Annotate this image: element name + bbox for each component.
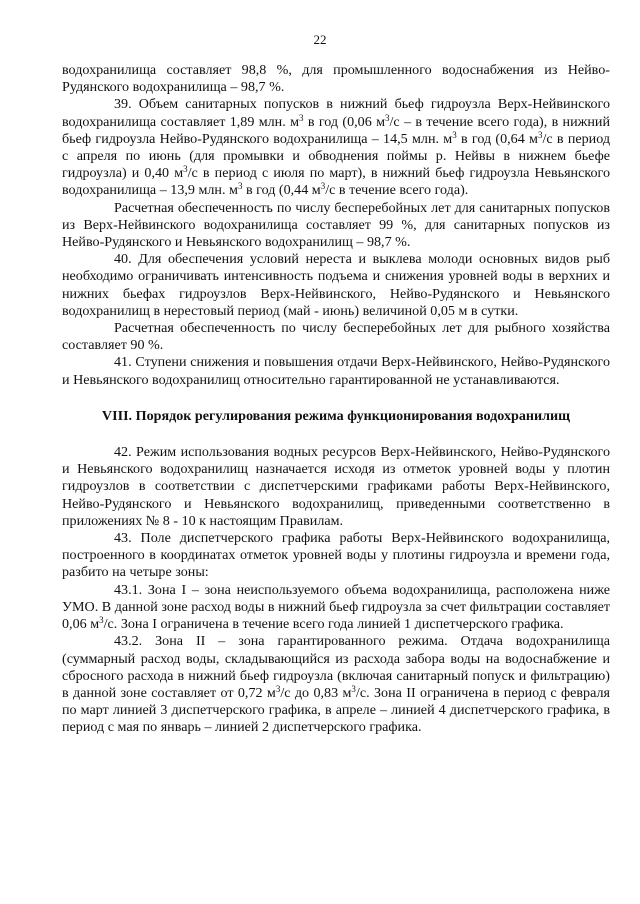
document-body [62,62,610,737]
paragraph-p42: 42. Режим использования водных ресурсов Верх-Нейвинского, Нейво-Рудянского и Невьянского водохранилищ назначается исходя из отметок уровней воды у плотин гидроузлов в соответствии с диспетчерскими графиками работы Верх-Нейвинского, Нейво-Рудянского и Невьянского водохранилищ, приведенными соответственно в приложениях № 8 - 10 к настоящим Правилам. [62,444,610,529]
paragraph-p432 [62,633,610,736]
superscript: 3 [99,615,104,626]
superscript: 3 [275,683,281,694]
text-run: /с в течение всего года). [325,182,469,199]
text-run: в год (0,06 м [303,113,386,130]
text-run: /с в период с апреля по июнь (для промывки и обводнения поймы р. Нейвы в нижнем бьефе гидроузла) и 0,40 м [62,130,611,182]
text-run: /с в период с июля по март), в нижний бьеф гидроузла Невьянского водохранилища – 13,9 млн. м [62,165,610,199]
paragraph-p40b: Расчетная обеспеченность по числу бесперебойных лет для рыбного хозяйства составляет 90 %. [62,320,610,354]
paragraph-p41: 41. Ступени снижения и повышения отдачи Верх-Нейвинского, Нейво-Рудянского и Невьянского водохранилищ относительно гарантированной не устанавливаются. [62,354,610,388]
paragraph-p0: водохранилища составляет 98,8 %, для промышленного водоснабжения из Нейво-Рудянского водохранилища – 98,7 %. [62,62,610,96]
text-run: /с – в течение всего года), в нижний бьеф гидроузла Нейво-Рудянского водохранилища – 14,5 млн. м [62,113,610,147]
superscript: 3 [385,112,390,123]
paragraph-p431 [62,582,610,634]
text-run: /с. Зона II ограничена в период с февраля по март линией 3 диспетчерского графика, в апреле – линией 4 диспетчерского графика, в период с мая по январь – линией 2 диспетчерского графика. [62,684,610,736]
text-run: 43.1. Зона I – зона неиспользуемого объема водохранилища, расположена ниже УМО. В данной зоне расход воды в нижний бьеф гидроузла за счет фильтрации составляет 0,06 м [62,581,610,633]
page-number: 22 [313,32,327,47]
paragraph-p39b: Расчетная обеспеченность по числу бесперебойных лет для санитарных попусков из Верх-Нейвинского водохранилища составляет 99 %, для санитарных попусков из Нейво-Рудянского и Невьянского водохранилищ – 98,7 %. [62,199,610,251]
text-run: 39. Объем санитарных попусков в нижний бьеф гидроузла Верх-Нейвинского водохранилища составляет 1,89 млн. м [62,96,610,130]
superscript: 3 [299,112,304,123]
superscript: 3 [452,129,457,140]
text-run: /с. Зона I ограничена в течение всего года линией 1 диспетчерского графика. [103,616,564,633]
paragraph-p40: 40. Для обеспечения условий нереста и выклева молоди основных видов рыб необходимо ограничивать интенсивность подъема и снижения уровней воды в верхних и нижних бьефах гидроузлов Верх-Нейвинского, Нейво-Рудянского и Невьянского водохранилищ в нерестовый период (май - июнь) величиной 0,05 м в сутки. [62,251,610,319]
paragraph-p43: 43. Поле диспетчерского графика работы Верх-Нейвинского водохранилища, построенного в координатах отметок уровней воды у плотины гидроузла и времени года, разбито на четыре зоны: [62,530,610,581]
superscript: 3 [320,181,326,192]
paragraph-p39 [62,96,610,199]
paragraph-block-upper [62,62,610,389]
text-run: в год (0,64 м [456,130,538,147]
superscript: 3 [183,164,188,175]
text-run: 43.2. Зона II – зона гарантированного режима. Отдача водохранилища (суммарный расход воды, складывающийся из расхода забора воды на водоснабжение и сбросного расхода в нижний бьеф гидроузла (включая санитарный попуск и фильтрацию) в данной зоне составляет от 0,72 м [62,633,610,701]
superscript: 3 [351,683,356,694]
text-run: /с до 0,83 м [280,684,352,701]
text-run: в год (0,44 м [242,182,321,199]
superscript: 3 [237,181,243,192]
superscript: 3 [537,129,543,140]
paragraph-block-section [62,444,610,736]
section-heading: VIII. Порядок регулирования режима функционирования водохранилищ [101,407,571,424]
